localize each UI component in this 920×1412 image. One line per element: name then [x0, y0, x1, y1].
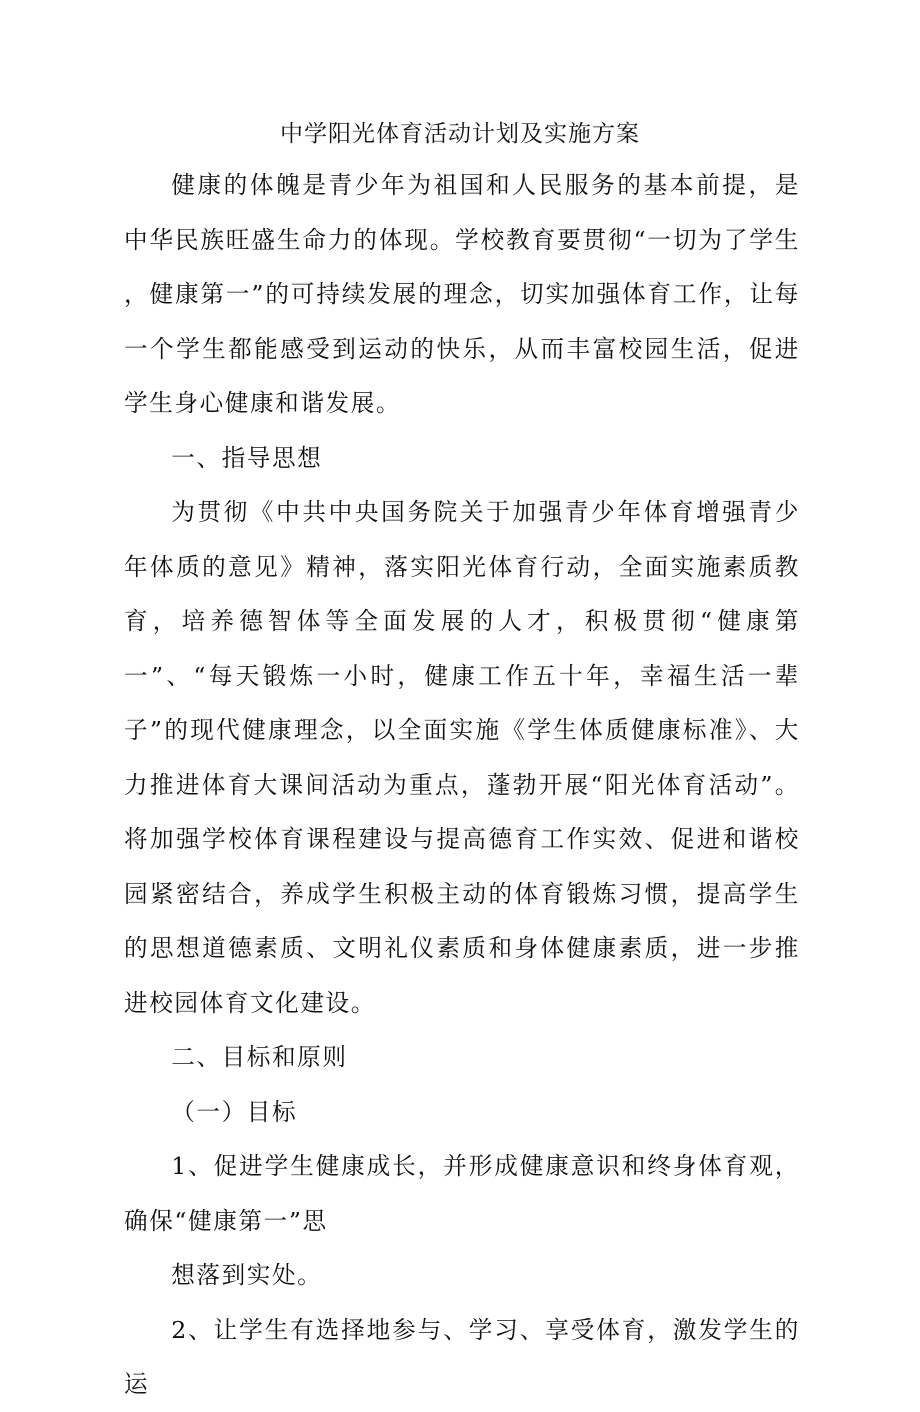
- document-body: [124, 158, 800, 1412]
- goal-item-1: 1、促进学生健康成长，并形成健康意识和终身体育观，确保“健康第一”思: [124, 1152, 800, 1235]
- document-title: 中学阳光体育活动计划及实施方案: [280, 121, 640, 147]
- goal-item-2: 2、让学生有选择地参与、学习、享受体育，激发学生的运: [124, 1315, 800, 1398]
- section-heading-guiding-ideology: 一、指导思想: [171, 443, 323, 472]
- intro-paragraph: 健康的体魄是青少年为祖国和人民服务的基本前提，是中华民族旺盛生命力的体现。学校教育要贯彻“一切为了学生 ，健康第一”的可持续发展的理念，切实加强体育工作，让每一个学生都能感受到运动的快乐，从而丰富校园生活，促进学生身心健康和谐发展。: [124, 171, 800, 417]
- goal-item-1-continuation: 想落到实处。: [171, 1261, 323, 1289]
- section-heading-goals-principles: 二、目标和原则: [171, 1043, 348, 1071]
- guiding-ideology-paragraph: 为贯彻《中共中央国务院关于加强青少年体育增强青少年体质的意见》精神，落实阳光体育行动，全面实施素质教育，培养德智体等全面发展的人才，积极贯彻“健康第一”、“每天锻炼一小时，健康工作五十年，幸福生活一辈子”的现代健康理念，以全面实施《学生体质健康标准》、大力推进体育大课间活动为重点，蓬勃开展“阳光体育活动”。将加强学校体育课程建设与提高德育工作实效、促进和谐校园紧密结合，养成学生积极主动的体育锻炼习惯，提高学生的思想道德素质、文明礼仪素质和身体健康素质，进一步推进校园体育文化建设。: [124, 498, 800, 1017]
- subsection-heading-goals: （一）目标: [171, 1097, 298, 1126]
